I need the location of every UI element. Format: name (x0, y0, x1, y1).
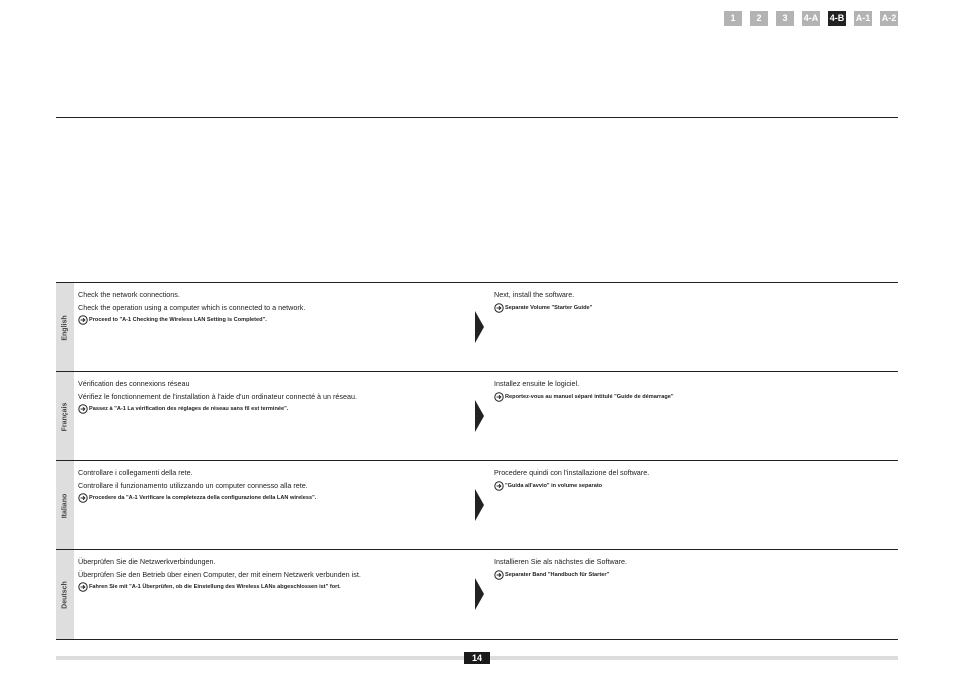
reference-text: Separater Band "Handbuch für Starter" (505, 571, 610, 578)
arrow-circle-icon (78, 582, 88, 592)
language-sidebar (56, 372, 74, 461)
instruction-line: Controllare i collegamenti della rete. (78, 468, 193, 477)
instruction-line: Vérification des connexions réseau (78, 379, 190, 388)
reference-text: Separate Volume "Starter Guide" (505, 304, 593, 311)
arrow-circle-icon (78, 315, 88, 325)
left-column (78, 556, 468, 592)
left-column (78, 467, 468, 503)
instruction-line: Überprüfen Sie die Netzwerkverbindungen. (78, 557, 216, 566)
language-sidebar (56, 283, 74, 372)
reference-note (78, 493, 468, 503)
arrow-circle-icon (494, 392, 504, 402)
right-column (494, 378, 894, 402)
left-column (78, 289, 468, 325)
tab-a-2[interactable]: A-2 (880, 11, 898, 26)
language-sidebar (56, 461, 74, 550)
instruction-line: Überprüfen Sie den Betrieb über einen Computer, der mit einem Netzwerk verbunden ist. (78, 569, 361, 579)
arrow-circle-icon (494, 303, 504, 313)
instruction-line: Vérifiez le fonctionnement de l'installation à l'aide d'un ordinateur connecté à un réseau. (78, 391, 358, 401)
language-label: Français (61, 402, 69, 431)
arrow-circle-icon (494, 570, 504, 580)
instruction-line: Check the network connections. (78, 290, 180, 299)
reference-text: Procedere da "A-1 Verificare la completezza della configurazione della LAN wireless". (89, 495, 317, 501)
next-step-arrow-icon (475, 311, 484, 343)
right-column (494, 556, 894, 580)
section-francais (56, 371, 898, 461)
language-label: Italiano (61, 493, 69, 518)
right-column (494, 289, 894, 313)
tab-2[interactable]: 2 (750, 11, 768, 26)
right-column (494, 467, 894, 491)
tab-a-1[interactable]: A-1 (854, 11, 872, 26)
reference-text: Reportez-vous au manuel séparé intitulé "Guide de démarrage" (505, 393, 674, 400)
reference-note (78, 404, 468, 414)
arrow-circle-icon (494, 481, 504, 491)
next-step-arrow-icon (475, 489, 484, 521)
arrow-circle-icon (78, 404, 88, 414)
next-step-arrow-icon (475, 578, 484, 610)
tab-3[interactable]: 3 (776, 11, 794, 26)
tab-4-b[interactable]: 4-B (828, 11, 846, 26)
tab-1[interactable]: 1 (724, 11, 742, 26)
language-label: Deutsch (61, 580, 69, 609)
language-label: English (61, 314, 69, 341)
tab-4-a[interactable]: 4-A (802, 11, 820, 26)
reference-note (78, 582, 468, 592)
instruction-line: Installieren Sie als nächstes die Software. (494, 557, 628, 566)
language-sidebar (56, 550, 74, 639)
header-rule (56, 117, 898, 118)
reference-text: "Guida all'avvio" in volume separato (505, 482, 603, 489)
section-italiano (56, 460, 898, 550)
next-step-arrow-icon (475, 400, 484, 432)
reference-text: Proceed to "A-1 Checking the Wireless LAN Setting is Completed". (89, 317, 267, 323)
left-column (78, 378, 468, 414)
reference-note (494, 481, 894, 491)
reference-note (494, 570, 894, 580)
instruction-line: Installez ensuite le logiciel. (494, 379, 580, 388)
section-english (56, 282, 898, 372)
instruction-line: Next, install the software. (494, 290, 575, 299)
page-number: 14 (464, 652, 490, 664)
arrow-circle-icon (78, 493, 88, 503)
instruction-line: Check the operation using a computer which is connected to a network. (78, 302, 306, 312)
reference-text: Passez à "A-1 La vérification des réglages de réseau sans fil est terminée". (89, 406, 289, 412)
reference-note (494, 303, 894, 313)
instruction-line: Procedere quindi con l'installazione del software. (494, 468, 650, 477)
reference-note (78, 315, 468, 325)
instruction-line: Controllare il funzionamento utilizzando un computer connesso alla rete. (78, 480, 308, 490)
reference-text: Fahren Sie mit "A-1 Überprüfen, ob die Einstellung des Wireless LANs abgeschlossen ist" fort. (89, 584, 341, 590)
reference-note (494, 392, 894, 402)
section-deutsch (56, 549, 898, 640)
